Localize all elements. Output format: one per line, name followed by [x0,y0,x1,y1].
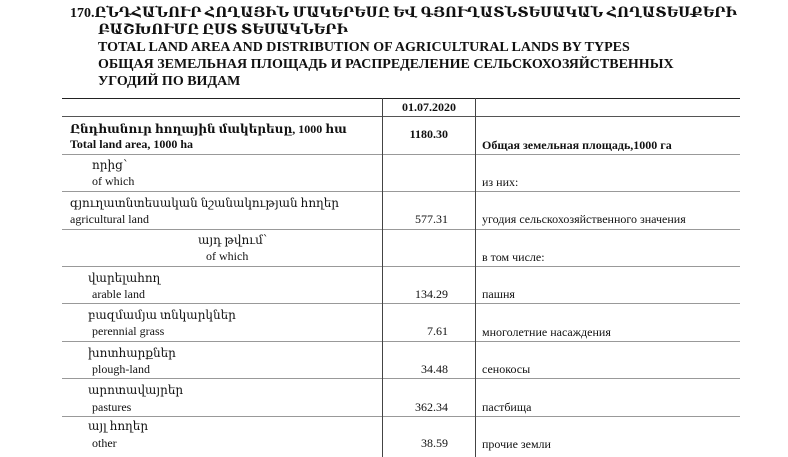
row-value: 34.48 [421,362,448,376]
row-label-russian: в том числе: [482,250,545,264]
row-label-armenian: վարելահող [88,271,161,285]
row-value: 1180.30 [409,127,448,141]
column-divider-left [382,98,383,457]
row-label-english: agricultural land [70,212,149,226]
row-label-english: of which [206,249,249,263]
row-rule [62,229,740,230]
row-label-russian: сенокосы [482,362,531,376]
table-top-rule [62,98,740,99]
date-column-header: 01.07.2020 [402,100,456,114]
row-label-english: perennial grass [92,324,165,338]
row-label-armenian: բազմամյա տնկարկներ [88,308,236,322]
title-russian-line2: УГОДИЙ ПО ВИДАМ [98,74,241,89]
row-label-armenian: Ընդհանուր հողային մակերեսը, 1000 հա [70,122,347,136]
row-label-english: pastures [92,400,132,414]
row-rule [62,191,740,192]
row-label-armenian: որից՝ [92,158,128,172]
title-armenian-line2: ԲԱՇԽՈՒՄԸ ԸՍՏ ՏԵՍԱԿՆԵՐԻ [98,23,348,38]
row-label-russian: пастбища [482,400,532,414]
title-armenian-line1: 170.ԸՆԴՀԱՆՈՒՐ ՀՈՂԱՅԻՆ ՄԱԿԵՐԵՍԸ ԵՎ ԳՅՈՒՂԱՏՆՏԵՍԱԿԱՆ ՀՈՂԱՏԵՍՔԵՐԻ [70,6,737,21]
row-label-english: other [92,436,117,450]
row-rule [62,416,740,417]
row-rule [62,154,740,155]
row-label-armenian: գյուղատնտեսական նշանակության հողեր [70,196,339,210]
row-value: 38.59 [421,436,448,450]
row-label-russian: угодия сельскохозяйственного значения [482,212,686,226]
title-russian-line1: ОБЩАЯ ЗЕМЕЛЬНАЯ ПЛОЩАДЬ И РАСПРЕДЕЛЕНИЕ СЕЛЬСКОХОЗЯЙСТВЕННЫХ [98,57,674,72]
row-rule [62,266,740,267]
row-value: 577.31 [415,212,448,226]
row-label-armenian: այդ թվում՝ [198,233,268,247]
row-label-english: Total land area, 1000 ha [70,137,194,151]
column-divider-right [475,98,476,457]
row-label-armenian: այլ հողեր [88,419,149,433]
row-label-russian: Общая земельная площадь,1000 га [482,138,672,152]
row-label-russian: из них: [482,175,519,189]
title-english: TOTAL LAND AREA AND DISTRIBUTION OF AGRICULTURAL LANDS BY TYPES [98,40,630,55]
row-rule [62,378,740,379]
row-label-english: arable land [92,287,145,301]
row-label-russian: прочие земли [482,437,551,451]
row-label-armenian: խոտհարքներ [88,346,176,360]
row-label-armenian: արոտավայրեր [88,383,184,397]
row-label-russian: многолетние насаждения [482,325,611,339]
header-bottom-rule [62,116,740,117]
row-value: 362.34 [415,400,448,414]
row-value: 134.29 [415,287,448,301]
row-rule [62,341,740,342]
row-label-english: of which [92,174,135,188]
row-label-english: plough-land [92,362,150,376]
row-value: 7.61 [427,324,448,338]
row-label-russian: пашня [482,287,515,301]
row-rule [62,303,740,304]
